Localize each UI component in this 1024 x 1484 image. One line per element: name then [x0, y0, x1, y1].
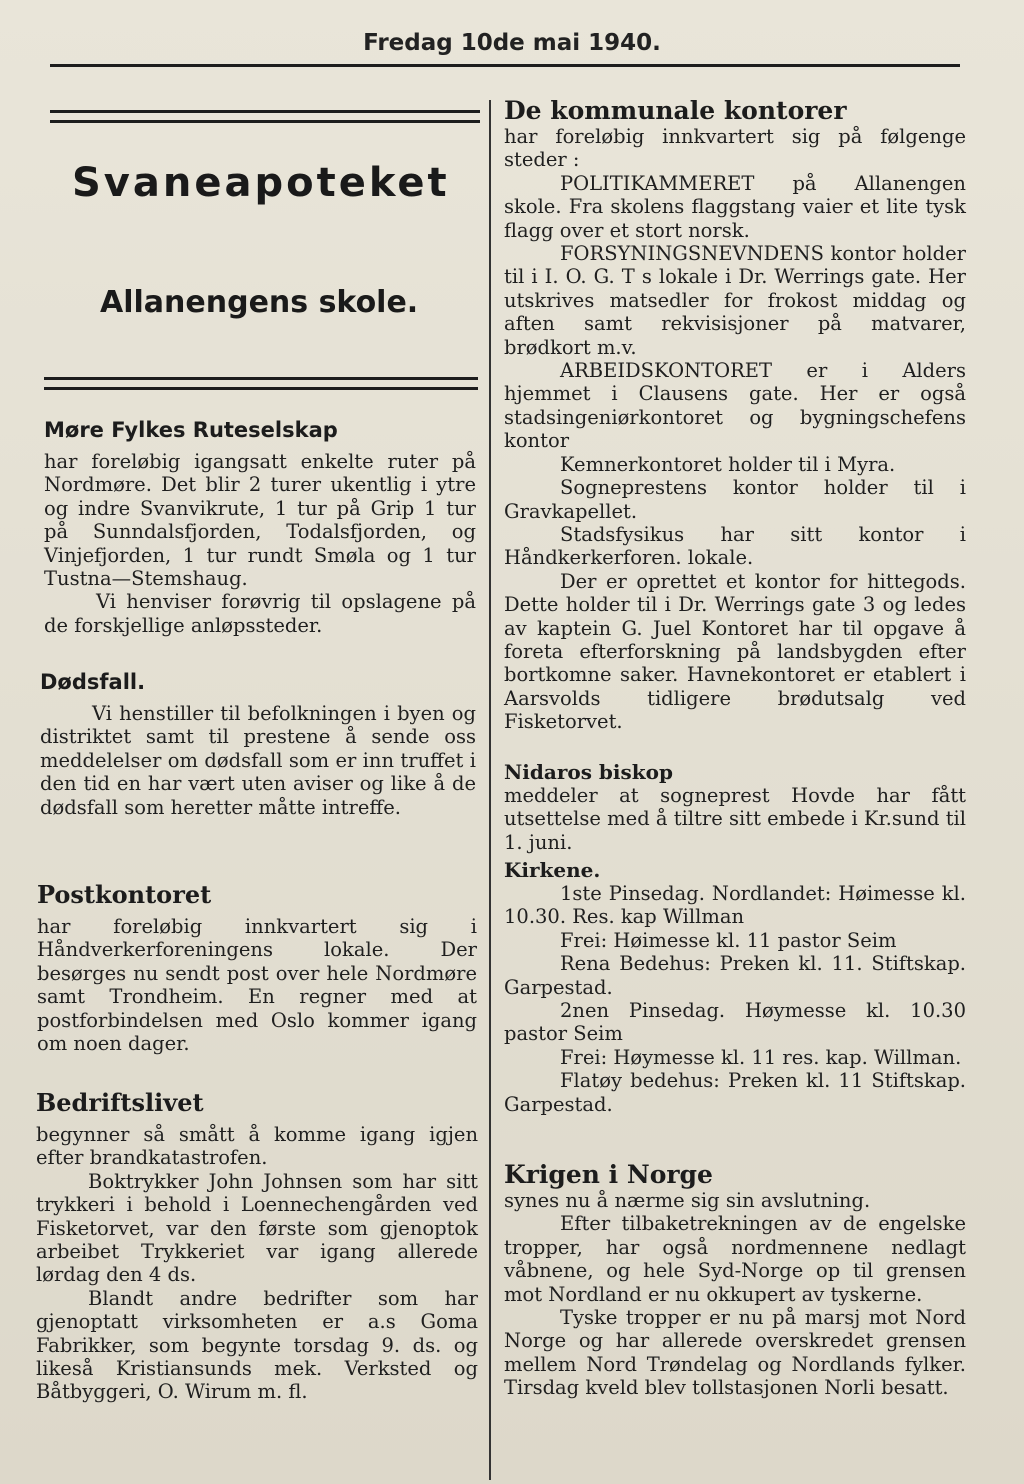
article-paragraph: Efter tilbaketrekningen av de engelske tropper, har også nordmennene nedlagt våbnene, og hele Syd-Norge op til grensen mot Nordland er nu okkupert av tyskerne. [504, 1212, 966, 1306]
article-paragraph: FORSYNINGSNEVNDENS kontor holder til i I. O. G. T s lokale i Dr. Werrings gate. Her utskrives matsedler for frokost middag og aften samt rekvisisjoner på matvarer, brødkort m.v. [504, 242, 966, 359]
ad-subtitle: Allanengens skole. [100, 285, 419, 320]
article-paragraph: begynner så smått å komme igang igjen efter brandkatastrofen. [36, 1123, 478, 1170]
article-bedriftslivet [36, 1088, 478, 1404]
article-paragraph: ARBEIDSKONTORET er i Alders hjemmet i Clausens gate. Her er også stadsingeniørkontoret og bygningschefens kontor [504, 359, 966, 453]
article-paragraph: Der er oprettet et kontor for hittegods. Dette holder til i Dr. Werrings gate 3 og ledes av kaptein G. Juel Kontoret har til opgave å foreta efterforskning på landsbygden efter bortkomne saker. Havnekontoret er etablert i Aarsvolds tidligere brødutsalg ved Fisketorvet. [504, 569, 966, 734]
article-more-fylkes [44, 418, 476, 637]
article-paragraph: har foreløbig innkvartert sig i Håndverkerforeningens lokale. Der besørges nu sendt post over hele Nordmøre samt Trondheim. En regner med at postforbindelsen med Oslo kommer igang om noen dager. [37, 915, 477, 1056]
article-heading: Dødsfall. [40, 670, 146, 694]
article-paragraph: Frei: Høimesse kl. 11 pastor Seim [560, 928, 897, 952]
ad-title: Svaneapoteket [72, 160, 450, 206]
article-paragraph: har foreløbig igangsatt enkelte ruter på Nordmøre. Det blir 2 turer ukentlig i ytre og indre Svanvikrute, 1 tur på Grip 1 tur på Sunndalsfjorden, Todalsfjorden, og Vinjefjorden, 1 tur rundt Smøla og 1 tur Tustna—Stemshaug. [44, 450, 476, 591]
article-heading: Krigen i Norge [504, 1160, 713, 1189]
article-paragraph: Tyske tropper er nu på marsj mot Nord Norge og har allerede overskredet grensen mellem Nord Trøndelag og Nordlands fylker. Tirsdag kveld blev tollstasjonen Norli besatt. [504, 1306, 966, 1400]
article-paragraph: meddeler at sogneprest Hovde har fått utsettelse med å tiltre sitt embede i Kr.sund til 1. juni. [504, 784, 966, 854]
ad-double-rule-bottom [44, 377, 478, 390]
article-kommunale-kontorer [504, 96, 966, 734]
ad-double-rule-top [50, 110, 480, 123]
article-heading: De kommunale kontorer [504, 96, 847, 125]
article-dodsfall [40, 670, 476, 819]
article-paragraph: Rena Bedehus: Preken kl. 11. Stiftskap. Garpestad. [504, 952, 966, 999]
article-heading: Nidaros biskop [504, 760, 673, 784]
article-krigen-i-norge [504, 1160, 966, 1400]
article-paragraph: Vi henviser forøvrig til opslagene på de forskjellige anløpssteder. [44, 590, 476, 637]
article-paragraph: POLITIKAMMERET på Allanengen skole. Fra skolens flaggstang vaier et lite tysk flagg over et stort norsk. [504, 171, 966, 242]
top-rule [50, 64, 960, 67]
article-heading: Postkontoret [37, 880, 212, 909]
article-paragraph: Frei: Høymesse kl. 11 res. kap. Willman. [560, 1045, 962, 1069]
article-paragraph: 1ste Pinsedag. Nordlandet: Høimesse kl. 10.30. Res. kap Willman [504, 882, 966, 929]
article-paragraph: Boktrykker John Johnsen som har sitt trykkeri i behold i Loennechengården ved Fisketorvet, var den første som gjenoptok arbeibet Trykkeriet var igang allerede lørdag den 4 ds. [36, 1169, 478, 1287]
article-paragraph: synes nu å nærme sig sin avslutning. [504, 1189, 871, 1212]
article-paragraph: Blandt andre bedrifter som har gjenoptatt virksomheten er a.s Goma Fabrikker, som begynte torsdag 9. ds. og likeså Kristiansunds mek. Verksted og Båtbyggeri, O. Wirum m. fl. [36, 1286, 478, 1404]
article-paragraph: har foreløbig innkvartert sig på følgenge steder : [504, 125, 966, 172]
article-nidaros-biskop [504, 760, 966, 854]
article-heading: Kirkene. [504, 858, 601, 882]
article-paragraph: Vi henstiller til befolkningen i byen og distriktet samt til prestene å sende oss meddelelser om dødsfall som er inn truffet i den tid en har vært uten aviser og like å de dødsfall som heretter måtte intreffe. [40, 702, 476, 819]
article-paragraph: Sogneprestens kontor holder til i Gravkapellet. [504, 476, 966, 523]
article-heading: Møre Fylkes Ruteselskap [44, 418, 338, 442]
article-kirkene [504, 858, 966, 1116]
issue-date: Fredag 10de mai 1940. [363, 30, 661, 56]
article-postkontoret [37, 880, 477, 1055]
column-divider [489, 100, 491, 1480]
article-paragraph: Flatøy bedehus: Preken kl. 11 Stiftskap. Garpestad. [504, 1069, 966, 1116]
article-paragraph: Stadsfysikus har sitt kontor i Håndkerkerforen. lokale. [504, 522, 966, 570]
article-paragraph: Kemnerkontoret holder til i Myra. [560, 452, 896, 476]
article-heading: Bedriftslivet [36, 1088, 204, 1117]
article-paragraph: 2nen Pinsedag. Høymesse kl. 10.30 pastor Seim [504, 999, 966, 1046]
